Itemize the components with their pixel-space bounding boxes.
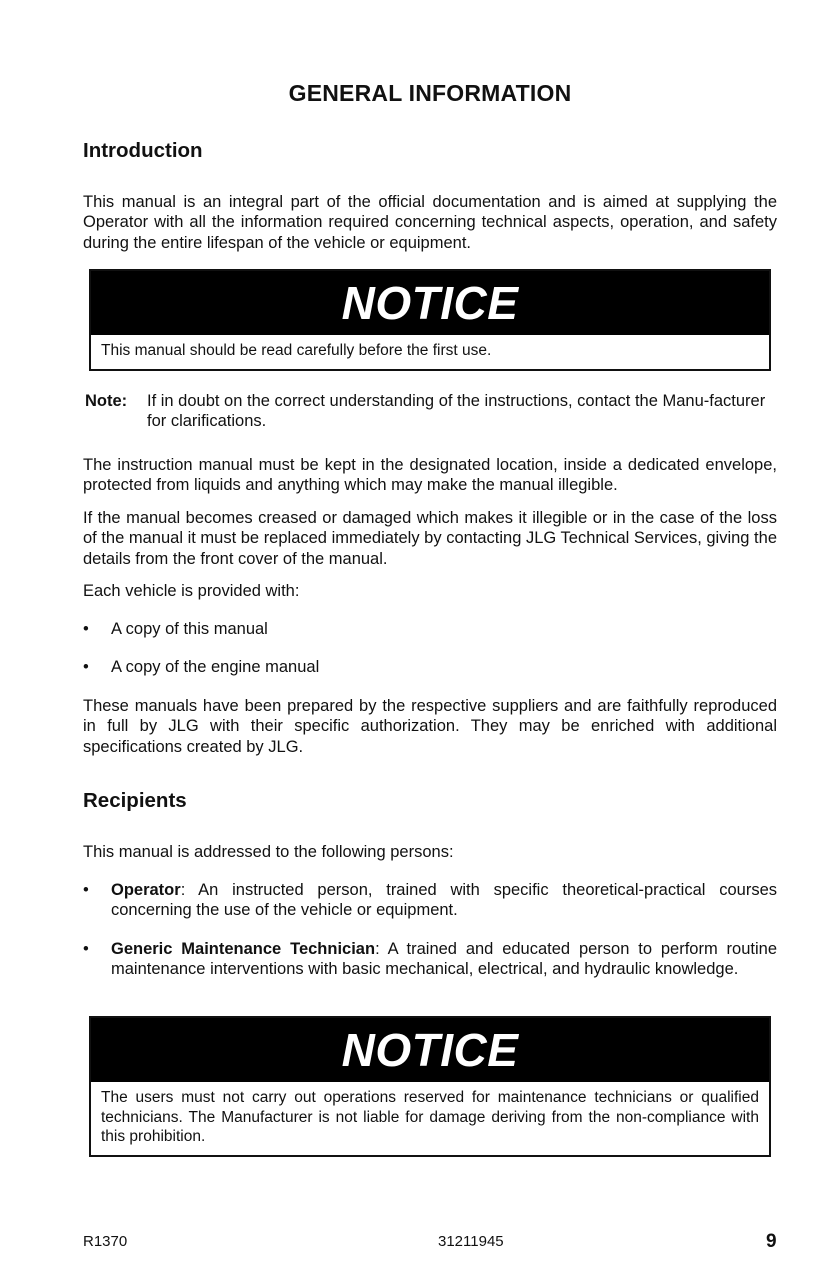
notice-text: This manual should be read carefully before the first use. <box>101 342 492 359</box>
page-number: 9 <box>766 1231 777 1252</box>
footer-document-code: R1370 <box>83 1233 128 1250</box>
recipients-intro: This manual is addressed to the following persons: <box>83 843 454 861</box>
notice-box-1 <box>89 269 771 371</box>
notice-title: NOTICE <box>91 271 769 335</box>
intro-paragraph-4: Each vehicle is provided with: <box>83 582 300 600</box>
note-text: If in doubt on the correct understanding of the instructions, contact the Manu-facturer for clarifications. <box>147 392 766 431</box>
notice-box-2 <box>89 1016 771 1157</box>
introduction-heading: Introduction <box>83 139 203 162</box>
recipient-term: Generic Maintenance Technician <box>111 940 376 958</box>
intro-paragraph-1: This manual is an integral part of the official documentation and is aimed at supplying the Operator with all the information required concerning technical aspects, operation, and safety during the entire lifespan of the vehicle or equipment. <box>83 193 777 252</box>
intro-paragraph-3: If the manual becomes creased or damaged which makes it illegible or in the case of the loss of the manual it must be replaced immediately by contacting JLG Technical Services, giving the details from the front cover of the manual. <box>83 509 777 568</box>
notice-title: NOTICE <box>91 1018 769 1082</box>
list-item <box>111 880 777 921</box>
bullet-marker: • <box>83 940 89 958</box>
list-item: A copy of the engine manual <box>111 658 320 676</box>
recipient-desc: : A trained and educated person to perform routine maintenance interventions with basic mechanical, electrical, and hydraulic knowledge. <box>111 940 778 979</box>
bullet-marker: • <box>83 658 89 676</box>
intro-paragraph-5: These manuals have been prepared by the respective suppliers and are faithfully reproduced in full by JLG with their specific authorization. They may be enriched with additional specifications created by JLG. <box>83 697 777 756</box>
page-title: GENERAL INFORMATION <box>288 80 572 106</box>
recipients-heading: Recipients <box>83 789 187 812</box>
intro-paragraph-2: The instruction manual must be kept in the designated location, inside a dedicated envelope, protected from liquids and anything which may make the manual illegible. <box>83 456 777 495</box>
footer-part-number: 31211945 <box>438 1233 504 1250</box>
list-item <box>111 939 777 980</box>
recipient-term: Operator <box>111 881 181 899</box>
recipient-desc: : An instructed person, trained with specific theoretical-practical courses concerning the use of the vehicle or equipment. <box>111 881 777 920</box>
bullet-marker: • <box>83 620 89 638</box>
bullet-marker: • <box>83 881 89 899</box>
note-label: Note: <box>85 392 128 410</box>
list-item: A copy of this manual <box>111 620 268 638</box>
notice-text: The users must not carry out operations reserved for maintenance technicians or qualified technicians. The Manufacturer is not liable for damage deriving from the non-compliance with this prohibition. <box>101 1089 759 1145</box>
